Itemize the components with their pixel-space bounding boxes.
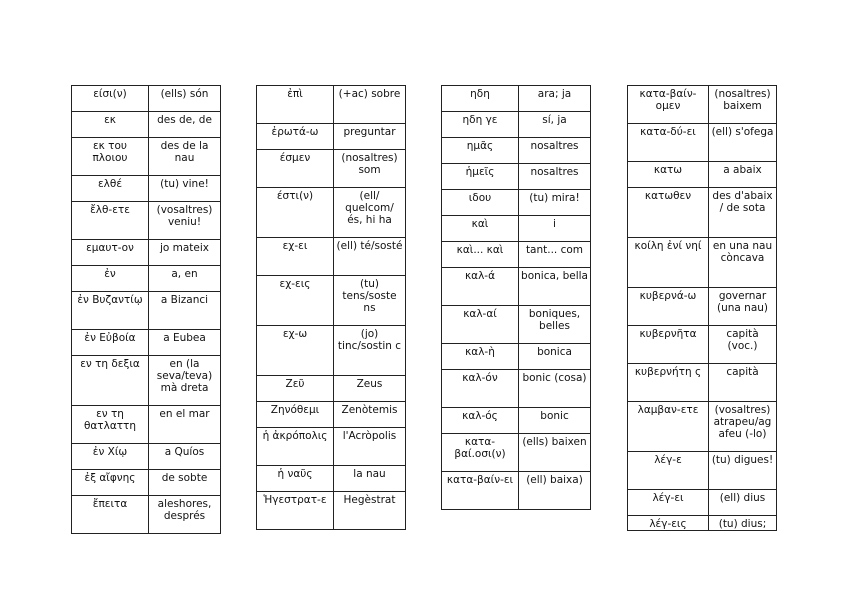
greek-term: κυβερνῆτα (628, 326, 709, 364)
table-row (72, 292, 221, 330)
table-row (72, 86, 221, 112)
greek-term: καὶ... καὶ (442, 242, 519, 268)
greek-term: καλ-αί (442, 306, 519, 344)
catalan-translation: (ell) s'ofega (709, 124, 777, 162)
greek-term: ἡ ναῦς (257, 466, 334, 492)
table-row (442, 190, 591, 216)
greek-term: λαμβαν-ετε (628, 402, 709, 452)
table-row (257, 376, 406, 402)
table-row (442, 216, 591, 242)
table-row (72, 202, 221, 240)
greek-term: Ζεῦ (257, 376, 334, 402)
greek-term: ἐπὶ (257, 86, 334, 124)
greek-term: καλ-ά (442, 268, 519, 306)
table-row (72, 406, 221, 444)
catalan-translation: (ell/ quelcom/ és, hi ha (334, 188, 406, 238)
catalan-translation: Hegèstrat (334, 492, 406, 530)
table-row (442, 306, 591, 344)
catalan-translation: (vosaltres) veniu! (149, 202, 221, 240)
greek-term: κατω (628, 162, 709, 188)
table-row (442, 164, 591, 190)
catalan-translation: aleshores, després (149, 496, 221, 534)
table-row (72, 176, 221, 202)
catalan-translation: (tu) vine! (149, 176, 221, 202)
table-row (72, 240, 221, 266)
greek-term: ἐν Εὐβοία (72, 330, 149, 356)
greek-term: είσι(ν) (72, 86, 149, 112)
greek-term: ελθέ (72, 176, 149, 202)
greek-term: ἐν (72, 266, 149, 292)
greek-term: ἡ ἀκρόπολις (257, 428, 334, 466)
catalan-translation: Zeus (334, 376, 406, 402)
table-row (257, 238, 406, 276)
greek-term: καὶ (442, 216, 519, 242)
greek-term: κατωθεν (628, 188, 709, 238)
catalan-translation: a Bizanci (149, 292, 221, 330)
table-row (628, 288, 777, 326)
catalan-translation: (+ac) sobre (334, 86, 406, 124)
greek-term: Ἡγεστρατ-ε (257, 492, 334, 530)
table-row (628, 402, 777, 452)
greek-term: ηδη (442, 86, 519, 112)
table-row (257, 402, 406, 428)
catalan-translation: boniques, belles (519, 306, 591, 344)
greek-term: ιδου (442, 190, 519, 216)
table-row (628, 490, 777, 516)
catalan-translation: capità (709, 364, 777, 402)
catalan-translation: bonica, bella (519, 268, 591, 306)
greek-term: ηδη γε (442, 112, 519, 138)
greek-term: καλ-όν (442, 370, 519, 408)
catalan-translation: (jo) tinc/sostin c (334, 326, 406, 376)
table-row (442, 434, 591, 472)
table-row (442, 344, 591, 370)
greek-term: εκ (72, 112, 149, 138)
catalan-translation: (ell) té/sosté (334, 238, 406, 276)
table-row (257, 466, 406, 492)
greek-term: Ζηνόθεμι (257, 402, 334, 428)
catalan-translation: bonic (cosa) (519, 370, 591, 408)
table-row (442, 370, 591, 408)
table-row (257, 276, 406, 326)
catalan-translation: (nosaltres) som (334, 150, 406, 188)
catalan-translation: jo mateix (149, 240, 221, 266)
table-row (72, 496, 221, 534)
catalan-translation: a Quíos (149, 444, 221, 470)
table-row (257, 124, 406, 150)
catalan-translation: ara; ja (519, 86, 591, 112)
table-row (628, 124, 777, 162)
table-row (257, 86, 406, 124)
catalan-translation: (ells) baixen (519, 434, 591, 472)
catalan-translation: des d'abaix / de sota (709, 188, 777, 238)
catalan-translation: (nosaltres) baixem (709, 86, 777, 124)
catalan-translation: la nau (334, 466, 406, 492)
catalan-translation: bonic (519, 408, 591, 434)
table-row (442, 472, 591, 510)
catalan-translation: de sobte (149, 470, 221, 496)
table-row (72, 112, 221, 138)
greek-term: κατα-βαίν-ει (442, 472, 519, 510)
catalan-translation: (vosaltres) atrapeu/ag afeu (-lo) (709, 402, 777, 452)
catalan-translation: des de la nau (149, 138, 221, 176)
table-row (628, 86, 777, 124)
greek-term: κυβερνήτη ς (628, 364, 709, 402)
greek-term: καλ-ὴ (442, 344, 519, 370)
table-row (442, 242, 591, 268)
table-row (72, 330, 221, 356)
catalan-translation: i (519, 216, 591, 242)
table-row (628, 364, 777, 402)
greek-term: κυβερνά-ω (628, 288, 709, 326)
catalan-translation: (ell) baixa) (519, 472, 591, 510)
catalan-translation: en el mar (149, 406, 221, 444)
table-row (72, 266, 221, 292)
catalan-translation: (ells) són (149, 86, 221, 112)
table-row (628, 238, 777, 288)
vocab-table-4 (627, 85, 777, 531)
greek-term: ἔλθ-ετε (72, 202, 149, 240)
vocab-table-3 (441, 85, 591, 510)
greek-term: λέγ-ει (628, 490, 709, 516)
table-row (257, 428, 406, 466)
greek-term: ἐν Χίῳ (72, 444, 149, 470)
vocab-table-1 (71, 85, 221, 534)
catalan-translation: (tu) mira! (519, 190, 591, 216)
table-row (72, 444, 221, 470)
table-row (442, 408, 591, 434)
table-row (628, 516, 777, 531)
greek-term: ἐρωτά-ω (257, 124, 334, 150)
catalan-translation: (tu) dius; (709, 516, 777, 531)
table-row (72, 356, 221, 406)
catalan-translation: en (la seva/teva) mà dreta (149, 356, 221, 406)
greek-term: λέγ-ε (628, 452, 709, 490)
table-row (72, 138, 221, 176)
greek-term: ημᾶς (442, 138, 519, 164)
greek-term: έσμεν (257, 150, 334, 188)
table-row (257, 492, 406, 530)
table-row (442, 86, 591, 112)
greek-term: ἡμεῖς (442, 164, 519, 190)
table-row (72, 470, 221, 496)
greek-term: ἐν Βυζαντίῳ (72, 292, 149, 330)
catalan-translation: sí, ja (519, 112, 591, 138)
catalan-translation: nosaltres (519, 138, 591, 164)
catalan-translation: en una nau còncava (709, 238, 777, 288)
greek-term: ἔπειτα (72, 496, 149, 534)
catalan-translation: (tu) tens/soste ns (334, 276, 406, 326)
greek-term: εκ του πλοιου (72, 138, 149, 176)
table-row (442, 138, 591, 164)
greek-term: έστι(ν) (257, 188, 334, 238)
catalan-translation: (tu) digues! (709, 452, 777, 490)
table-row (257, 150, 406, 188)
greek-term: εν τη θατλαττη (72, 406, 149, 444)
catalan-translation: des de, de (149, 112, 221, 138)
greek-term: κοίλη ἐνί νηί (628, 238, 709, 288)
greek-term: κατα-βαίν-ομεν (628, 86, 709, 124)
greek-term: καλ-ός (442, 408, 519, 434)
catalan-translation: a Eubea (149, 330, 221, 356)
greek-term: λέγ-εις (628, 516, 709, 531)
greek-term: κατα-βαί.οσι(ν) (442, 434, 519, 472)
greek-term: εν τη δεξια (72, 356, 149, 406)
greek-term: εχ-εις (257, 276, 334, 326)
catalan-translation: a, en (149, 266, 221, 292)
catalan-translation: (ell) dius (709, 490, 777, 516)
catalan-translation: bonica (519, 344, 591, 370)
table-row (257, 326, 406, 376)
table-row (628, 326, 777, 364)
table-row (257, 188, 406, 238)
catalan-translation: tant... com (519, 242, 591, 268)
table-row (442, 268, 591, 306)
catalan-translation: nosaltres (519, 164, 591, 190)
catalan-translation: Zenòtemis (334, 402, 406, 428)
vocab-table-2 (256, 85, 406, 530)
greek-term: εμαυτ-ον (72, 240, 149, 266)
greek-term: ἐξ αἴφνης (72, 470, 149, 496)
table-row (628, 162, 777, 188)
catalan-translation: a abaix (709, 162, 777, 188)
catalan-translation: l'Acròpolis (334, 428, 406, 466)
table-row (442, 112, 591, 138)
greek-term: εχ-ει (257, 238, 334, 276)
catalan-translation: capità (voc.) (709, 326, 777, 364)
table-row (628, 188, 777, 238)
greek-term: κατα-δύ-ει (628, 124, 709, 162)
catalan-translation: governar (una nau) (709, 288, 777, 326)
catalan-translation: preguntar (334, 124, 406, 150)
greek-term: εχ-ω (257, 326, 334, 376)
table-row (628, 452, 777, 490)
